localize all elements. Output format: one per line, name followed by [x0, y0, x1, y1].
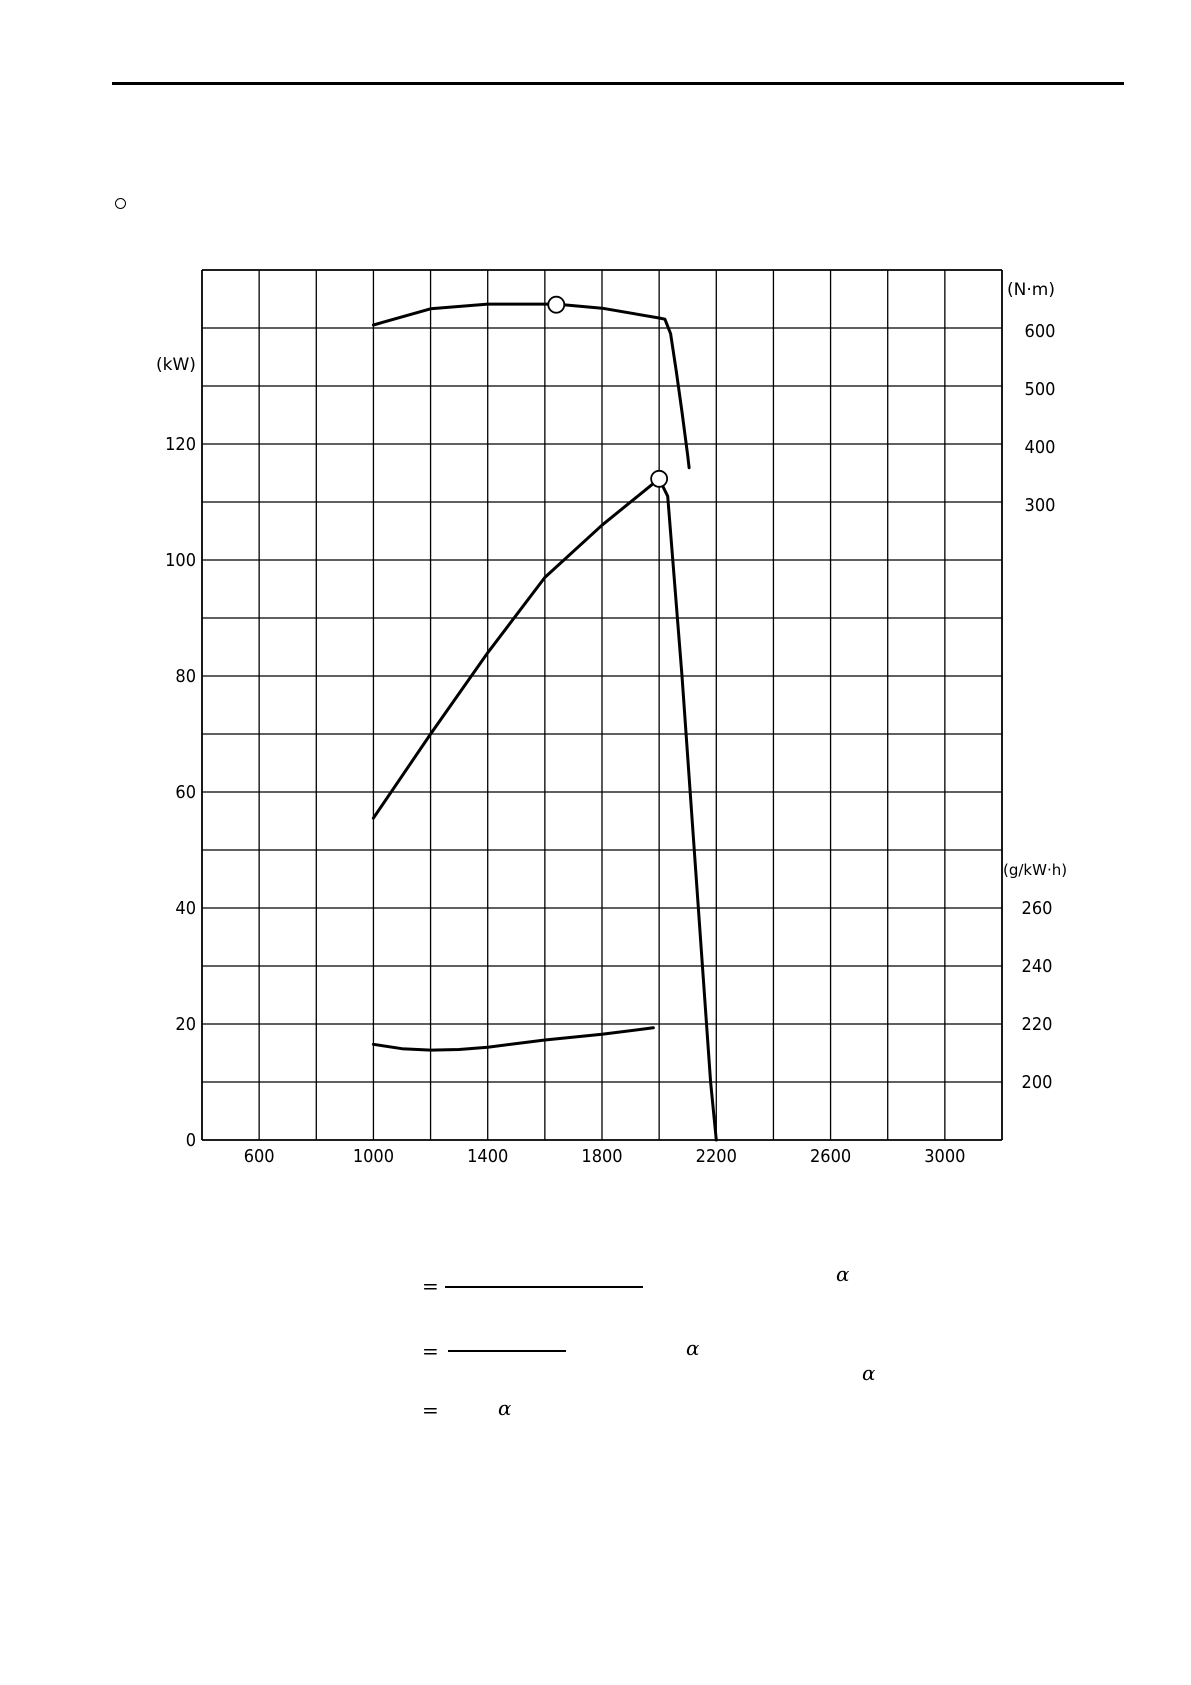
left-axis-ticks	[165, 434, 196, 1151]
left-tick-label: 40	[175, 898, 196, 919]
alpha-symbol-1: α	[836, 1262, 850, 1286]
x-axis-ticks	[244, 1146, 966, 1167]
alpha-symbol-4: α	[498, 1396, 512, 1420]
x-tick-label: 600	[243, 1146, 275, 1167]
bsfc-tick-label: 200	[1021, 1072, 1053, 1093]
left-axis-unit: (kW)	[156, 355, 196, 375]
x-tick-label: 1400	[467, 1146, 509, 1167]
left-tick-label: 80	[175, 666, 196, 687]
bsfc-axis-unit: (g/kW·h)	[1003, 861, 1068, 879]
torque-tick-label: 400	[1024, 436, 1056, 458]
alpha-symbol-3: α	[862, 1361, 876, 1385]
left-tick-label: 0	[185, 1130, 196, 1151]
x-tick-label: 1800	[581, 1146, 623, 1167]
fraction-bar-2	[448, 1350, 566, 1352]
bsfc-curve	[373, 1028, 653, 1050]
alpha-symbol-2: α	[686, 1336, 700, 1360]
left-tick-label: 60	[175, 782, 196, 803]
bsfc-tick-label: 260	[1021, 898, 1053, 919]
equals-sign-1: =	[422, 1274, 439, 1298]
equals-sign-2: =	[422, 1339, 439, 1363]
chart-grid	[202, 270, 1002, 1140]
left-tick-label: 20	[175, 1014, 196, 1035]
torque-peak-marker	[548, 297, 564, 313]
equals-sign-3: =	[422, 1398, 439, 1422]
x-tick-label: 2200	[695, 1146, 737, 1167]
power-peak-marker	[651, 471, 667, 487]
left-tick-label: 100	[165, 550, 196, 571]
torque-axis-unit: (N·m)	[1007, 280, 1055, 300]
bsfc-axis-ticks	[1022, 898, 1053, 1093]
x-tick-label: 1000	[352, 1146, 395, 1167]
torque-tick-label: 300	[1024, 494, 1056, 516]
left-tick-label: 120	[165, 434, 196, 455]
bsfc-tick-label: 240	[1021, 956, 1053, 977]
x-tick-label: 2600	[809, 1146, 852, 1167]
fraction-bar-1	[445, 1286, 643, 1288]
x-tick-label: 3000	[924, 1146, 966, 1167]
torque-tick-label: 500	[1024, 378, 1056, 400]
torque-tick-label: 600	[1024, 320, 1056, 342]
torque-axis-ticks	[1025, 321, 1056, 516]
bsfc-tick-label: 220	[1021, 1014, 1053, 1035]
